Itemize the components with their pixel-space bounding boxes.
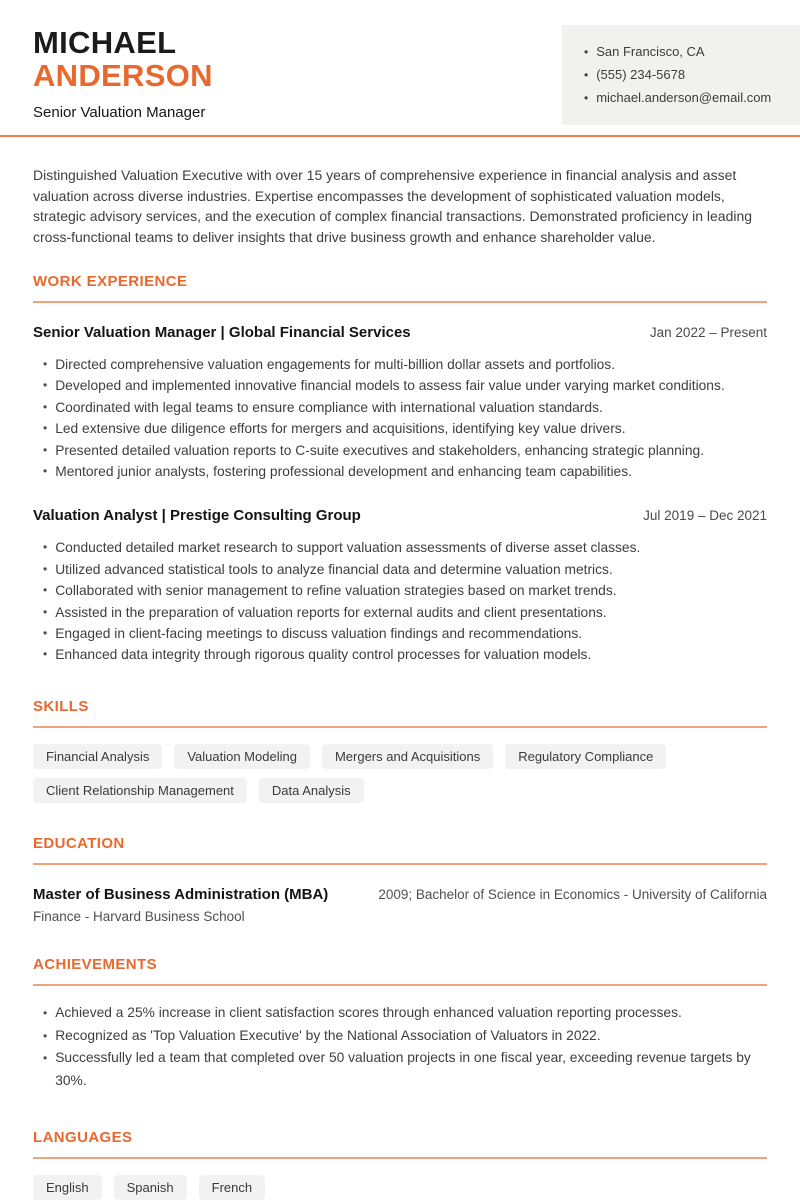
section-work-experience [33, 273, 767, 666]
bullet-item [33, 461, 767, 482]
languages-heading: LANGUAGES [33, 1129, 133, 1147]
bullet-item [33, 602, 767, 623]
section-skills [33, 698, 767, 803]
bullet-item [33, 354, 767, 375]
bullet-text: • Assisted in the preparation of valuation reports for external audits and client presentations. [55, 604, 607, 620]
resume-header [0, 0, 800, 137]
skills-heading: SKILLS [33, 697, 89, 715]
header-divider [0, 135, 800, 137]
job-dates: Jul 2019 – Dec 2021 [643, 508, 767, 524]
bullet-text: • Successfully led a team that completed over 50 valuation projects in one fiscal year, exceeding revenue targets by 30%. [55, 1050, 751, 1089]
bullet-text: • Developed and implemented innovative financial models to assess fair value under varying market conditions. [55, 378, 725, 394]
bullet-item [33, 1047, 767, 1093]
section-achievements [33, 956, 767, 1093]
contact-email: • michael.anderson@email.com [584, 89, 786, 107]
bullet-item [33, 1025, 767, 1048]
education-school: Finance - Harvard Business School [33, 908, 245, 924]
bullet-text: • Engaged in client-facing meetings to discuss valuation findings and recommendations. [55, 626, 583, 642]
skill-tag: Mergers and Acquisitions [322, 744, 493, 769]
section-education [33, 835, 767, 924]
job-header [33, 324, 767, 341]
bullet-text: • Recognized as 'Top Valuation Executive' by the National Association of Valuators in 2022. [55, 1027, 601, 1043]
bullet-item [33, 440, 767, 461]
bullet-item [33, 1002, 767, 1025]
education-dates-detail: 2009; Bachelor of Science in Economics - University of California [378, 886, 767, 902]
bullet-item [33, 623, 767, 644]
bullet-text: • Led extensive due diligence efforts for mergers and acquisitions, identifying key value drivers. [55, 421, 626, 437]
bullet-text: • Coordinated with legal teams to ensure compliance with international valuation standards. [55, 399, 603, 415]
section-divider [33, 726, 767, 728]
work-experience-heading: WORK EXPERIENCE [33, 273, 188, 290]
bullet-text: • Directed comprehensive valuation engagements for multi-billion dollar assets and portfolios. [55, 357, 616, 372]
language-tag: French [199, 1175, 265, 1200]
bullet-item [33, 418, 767, 439]
language-tag: English [33, 1175, 102, 1200]
section-divider [33, 863, 767, 865]
job-bullet-list [33, 354, 767, 482]
skill-tag: Data Analysis [259, 778, 364, 803]
job-entry [33, 507, 767, 665]
bullet-item [33, 397, 767, 418]
last-name: ANDERSON [33, 58, 213, 93]
professional-summary: Distinguished Valuation Executive with over 15 years of comprehensive experience in financial analysis and asset valuation across diverse industries. Expertise encompasses the development of sophisticated valuation models, strategic advisory services, and the execution of complex financial transactions. Demonstrated proficiency in leading cross-functional teams to deliver insights that drive business growth and enhance shareholder value. [33, 167, 753, 245]
section-divider [33, 1157, 767, 1159]
languages-tag-list [33, 1175, 767, 1200]
bullet-item [33, 375, 767, 396]
bullet-text: • Enhanced data integrity through rigorous quality control processes for valuation models. [55, 647, 592, 663]
contact-box [562, 25, 800, 125]
job-dates: Jan 2022 – Present [649, 325, 767, 340]
education-degree: Master of Business Administration (MBA) [33, 885, 329, 903]
bullet-item [33, 537, 767, 558]
education-heading: EDUCATION [33, 834, 125, 852]
first-name: MICHAEL [33, 25, 177, 60]
contact-location: • San Francisco, CA [584, 43, 786, 61]
bullet-text: • Conducted detailed market research to support valuation assessments of diverse asset classes. [55, 540, 641, 556]
bullet-item [33, 644, 767, 665]
bullet-item [33, 559, 767, 580]
skill-tag: Regulatory Compliance [505, 744, 666, 769]
section-languages [33, 1129, 767, 1200]
bullet-text: • Mentored junior analysts, fostering professional development and enhancing team capabilities. [55, 464, 632, 480]
skill-tag: Valuation Modeling [174, 744, 310, 769]
education-entry [33, 886, 767, 903]
bullet-text: • Presented detailed valuation reports to C-suite executives and stakeholders, enhancing strategic planning. [55, 442, 705, 458]
achievements-bullet-list [33, 1002, 767, 1093]
job-title: Senior Valuation Manager | Global Financial Services [33, 324, 411, 341]
section-divider [33, 301, 767, 303]
bullet-text: • Achieved a 25% increase in client satisfaction scores through enhanced valuation reporting processes. [55, 1004, 682, 1020]
achievements-heading: ACHIEVEMENTS [33, 955, 157, 973]
skill-tag: Client Relationship Management [33, 778, 247, 803]
bullet-text: • Collaborated with senior management to refine valuation strategies based on market trends. [55, 583, 617, 599]
bullet-text: • Utilized advanced statistical tools to analyze financial data and determine valuation metrics. [55, 561, 613, 577]
job-entry [33, 324, 767, 482]
job-header [33, 507, 767, 524]
language-tag: Spanish [114, 1175, 187, 1200]
job-bullet-list [33, 537, 767, 665]
skills-tag-list [33, 744, 767, 803]
bullet-item [33, 580, 767, 601]
skill-tag: Financial Analysis [33, 744, 162, 769]
contact-phone: • (555) 234-5678 [584, 66, 786, 84]
resume-body [0, 165, 800, 1200]
candidate-job-title: Senior Valuation Manager [33, 104, 206, 121]
section-divider [33, 984, 767, 986]
job-title: Valuation Analyst | Prestige Consulting Group [33, 507, 361, 525]
